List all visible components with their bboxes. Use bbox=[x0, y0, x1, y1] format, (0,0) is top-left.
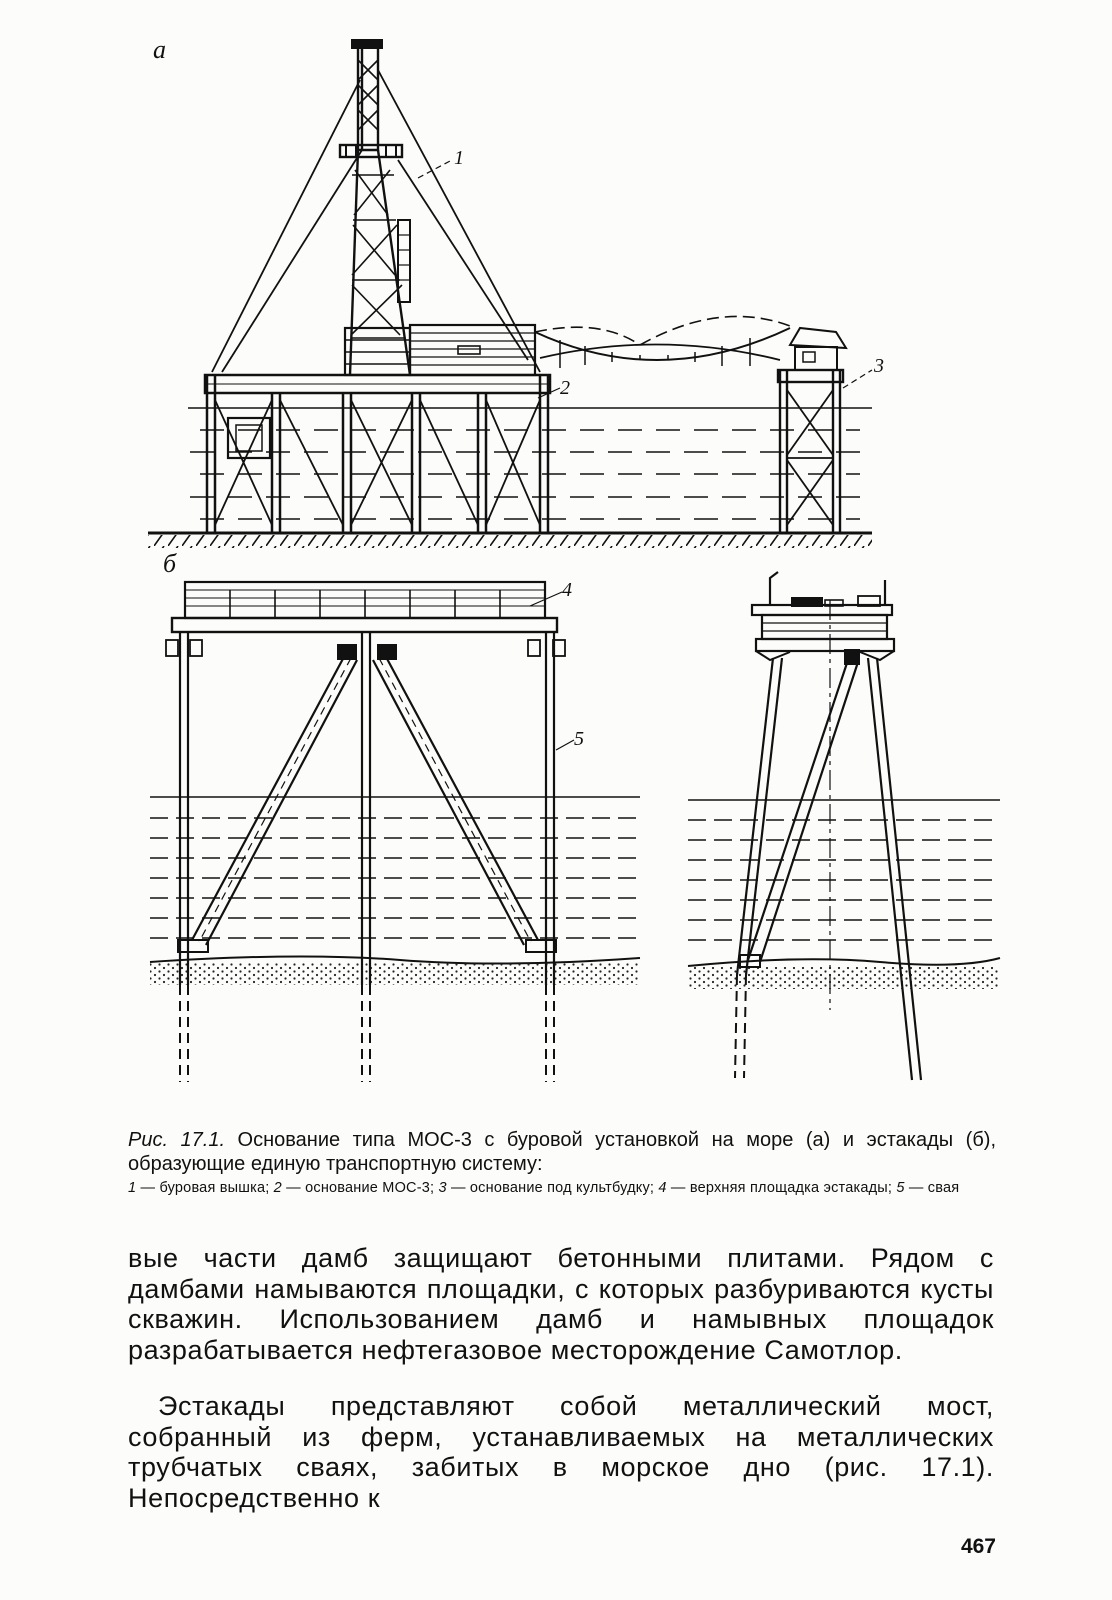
figure-caption-text: Основание типа МОС-3 с буровой установкой на море (а) и эстакады (б), образующие единую транспортную систему: bbox=[128, 1129, 997, 1175]
legend-item: 2 — основание МОС-3; bbox=[273, 1180, 435, 1196]
body-paragraph-1: вые части дамб защищают бетонными плитами. Рядом с дамбами намываются площадки, с которых разбуриваются кусты скважин. Использованием дамб и намывных площадок разрабатывается нефтегазовое месторождение Самотлор. bbox=[128, 1243, 994, 1365]
panel-b-trestle-side bbox=[150, 549, 640, 1082]
figure-caption bbox=[128, 1128, 996, 1176]
figure-legend bbox=[128, 1180, 996, 1197]
panel-b-trestle-end bbox=[688, 572, 1000, 1080]
figure-caption-number: Рис. 17.1. bbox=[128, 1129, 226, 1151]
callout-5: 5 bbox=[574, 728, 584, 750]
body-paragraph-2: Эстакады представляют собой металлический мост, собранный из ферм, устанавливаемых на металлических трубчатых сваях, забитых в морское дно (рис. 17.1). Непосредственно к bbox=[128, 1391, 994, 1513]
callout-4: 4 bbox=[562, 579, 572, 601]
callout-3: 3 bbox=[874, 355, 884, 377]
callout-1: 1 bbox=[454, 147, 464, 169]
page-number: 467 bbox=[960, 1535, 996, 1558]
panel-a-drawing bbox=[148, 35, 884, 548]
legend-item: 4 — верхняя площадка эстакады; bbox=[658, 1180, 893, 1196]
legend-item: 5 — свая bbox=[896, 1180, 960, 1196]
panel-a-label: а bbox=[153, 35, 166, 64]
callout-2: 2 bbox=[560, 377, 570, 399]
legend-item: 1 — буровая вышка; bbox=[128, 1180, 270, 1196]
legend-item: 3 — основание под культбудку; bbox=[438, 1180, 655, 1196]
panel-b-label: б bbox=[163, 549, 177, 578]
